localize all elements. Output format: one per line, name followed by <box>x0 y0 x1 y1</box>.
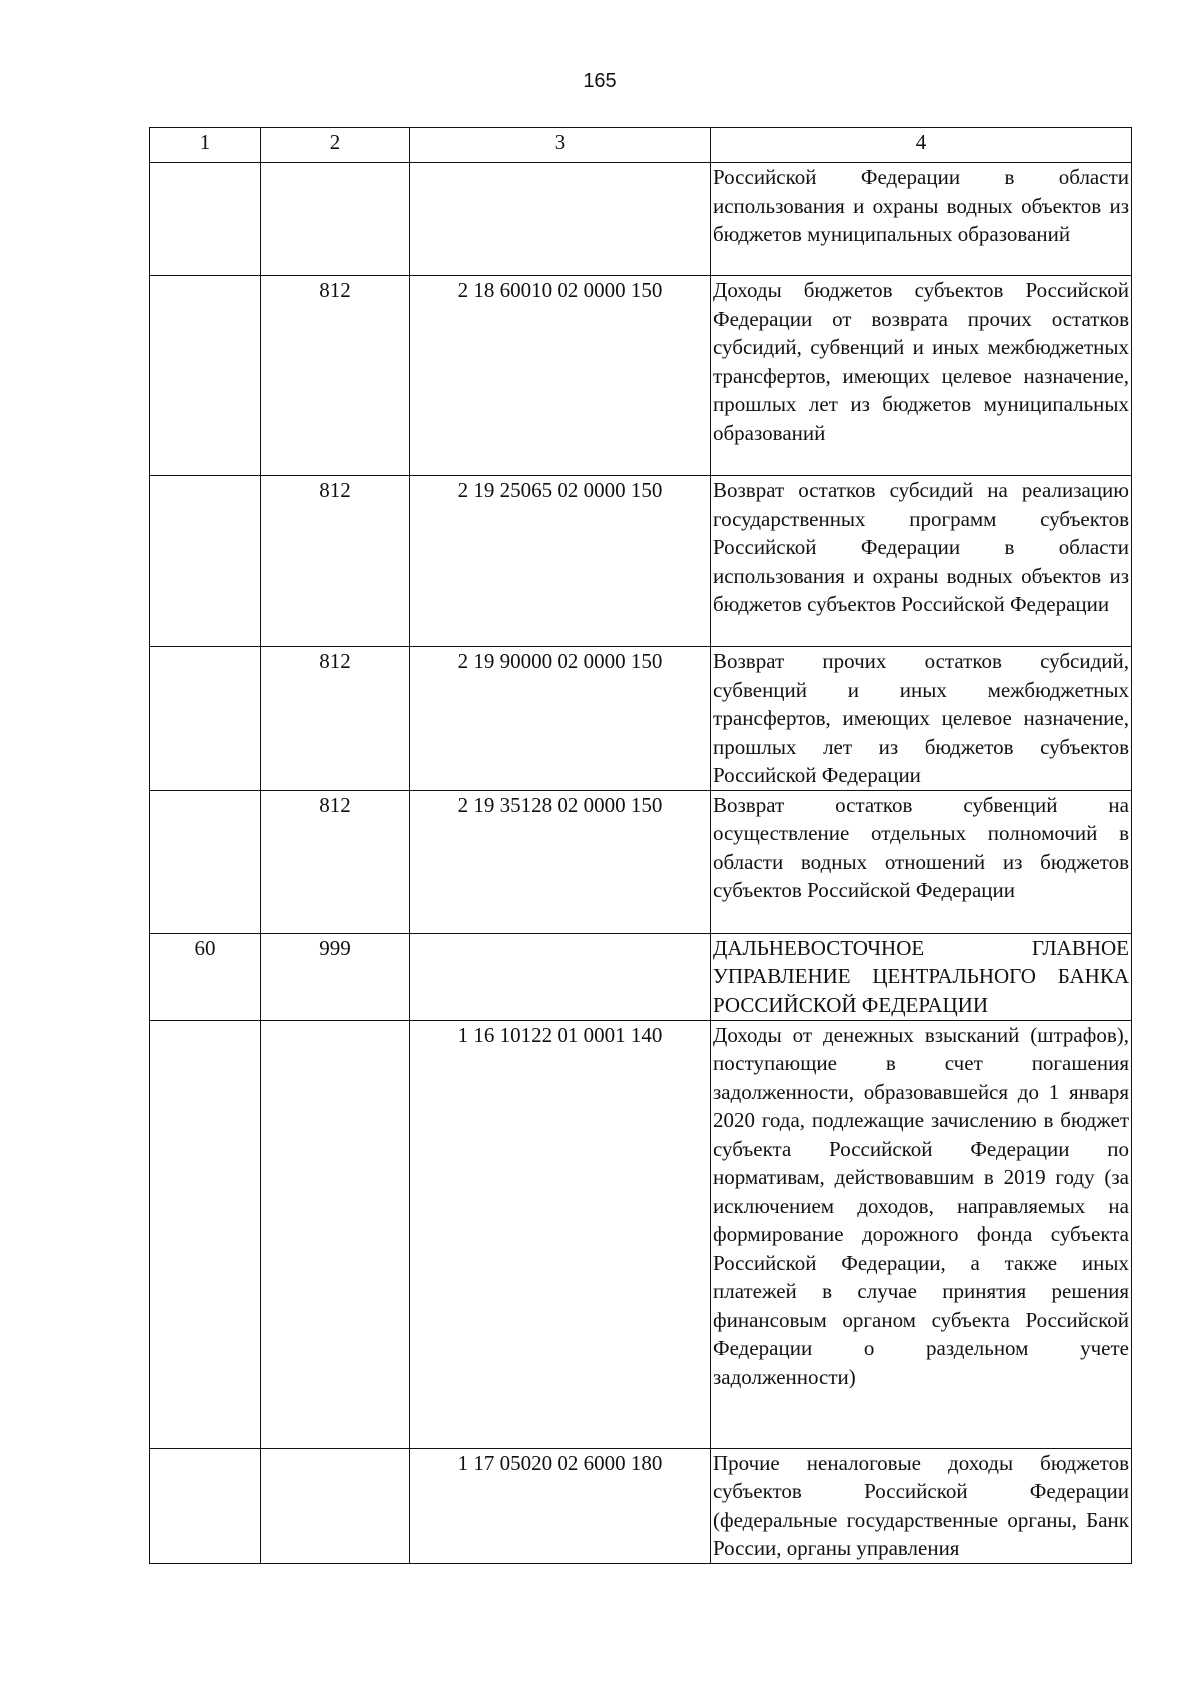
cell-admin-code: 999 <box>261 933 410 1020</box>
cell-admin-code: 812 <box>261 276 410 476</box>
description-text: Доходы бюджетов субъектов Российской Федерации от возврата прочих остатков субсидий, субвенций и иных межбюджетных трансфертов, имеющих целевое назначение, прошлых лет из бюджетов муниципальных образований <box>713 278 1129 445</box>
cell-number <box>150 1448 261 1563</box>
cell-budget-code: 2 19 25065 02 0000 150 <box>410 476 711 647</box>
cell-description <box>711 163 1132 276</box>
cell-number <box>150 476 261 647</box>
description-text: Возврат прочих остатков субсидий, субвенций и иных межбюджетных трансфертов, имеющих целевое назначение, прошлых лет из бюджетов субъектов Российской Федерации <box>713 649 1129 787</box>
cell-budget-code <box>410 163 711 276</box>
cell-description <box>711 790 1132 933</box>
cell-number: 60 <box>150 933 261 1020</box>
table-row <box>150 647 1132 791</box>
cell-budget-code: 2 18 60010 02 0000 150 <box>410 276 711 476</box>
cell-number <box>150 1020 261 1448</box>
table-row <box>150 1020 1132 1448</box>
description-text: Прочие неналоговые доходы бюджетов субъектов Российской Федерации (федеральные государственные органы, Банк России, органы управления <box>713 1450 1129 1560</box>
cell-description <box>711 276 1132 476</box>
header-col-1: 1 <box>150 128 261 163</box>
header-col-3: 3 <box>410 128 711 163</box>
cell-admin-code: 812 <box>261 476 410 647</box>
cell-description <box>711 476 1132 647</box>
cell-admin-code <box>261 1020 410 1448</box>
cell-admin-code: 812 <box>261 790 410 933</box>
description-text: Доходы от денежных взысканий (штрафов), поступающие в счет погашения задолженности, образовавшейся до 1 января 2020 года, подлежащие зачислению в бюджет субъекта Российской Федерации по нормативам, действовавшим в 2019 году (за исключением доходов, направляемых на формирование дорожного фонда субъекта Российской Федерации, а также иных платежей в случае принятия решения финансовым органом субъекта Российской Федерации о раздельном учете задолженности) <box>713 1022 1129 1389</box>
cell-description <box>711 1448 1132 1563</box>
cell-number <box>150 163 261 276</box>
table-row <box>150 276 1132 476</box>
header-col-2: 2 <box>261 128 410 163</box>
cell-budget-code: 2 19 90000 02 0000 150 <box>410 647 711 791</box>
budget-codes-table <box>149 127 1132 1564</box>
table-row <box>150 163 1132 276</box>
cell-description <box>711 1020 1132 1448</box>
table-row <box>150 790 1132 933</box>
cell-number <box>150 276 261 476</box>
cell-admin-code <box>261 1448 410 1563</box>
cell-number <box>150 790 261 933</box>
description-text: Возврат остатков субвенций на осуществление отдельных полномочий в области водных отношений из бюджетов субъектов Российской Федерации <box>713 792 1129 902</box>
description-text: ДАЛЬНЕВОСТОЧНОЕ ГЛАВНОЕ УПРАВЛЕНИЕ ЦЕНТРАЛЬНОГО БАНКА РОССИЙСКОЙ ФЕДЕРАЦИИ <box>713 935 1129 1017</box>
page-number: 165 <box>583 70 617 92</box>
header-col-4: 4 <box>711 128 1132 163</box>
cell-description <box>711 647 1132 791</box>
table-header-row <box>150 128 1132 163</box>
cell-admin-code <box>261 163 410 276</box>
description-text: Возврат остатков субсидий на реализацию государственных программ субъектов Российской Федерации в области использования и охраны водных объектов из бюджетов субъектов Российской Федерации <box>713 478 1129 616</box>
cell-budget-code: 2 19 35128 02 0000 150 <box>410 790 711 933</box>
table-row <box>150 933 1132 1020</box>
table-row <box>150 476 1132 647</box>
table-row <box>150 1448 1132 1563</box>
cell-budget-code: 1 17 05020 02 6000 180 <box>410 1448 711 1563</box>
cell-admin-code: 812 <box>261 647 410 791</box>
cell-budget-code <box>410 933 711 1020</box>
cell-number <box>150 647 261 791</box>
cell-description <box>711 933 1132 1020</box>
cell-budget-code: 1 16 10122 01 0001 140 <box>410 1020 711 1448</box>
description-text: Российской Федерации в области использования и охраны водных объектов из бюджетов муниципальных образований <box>713 165 1129 246</box>
